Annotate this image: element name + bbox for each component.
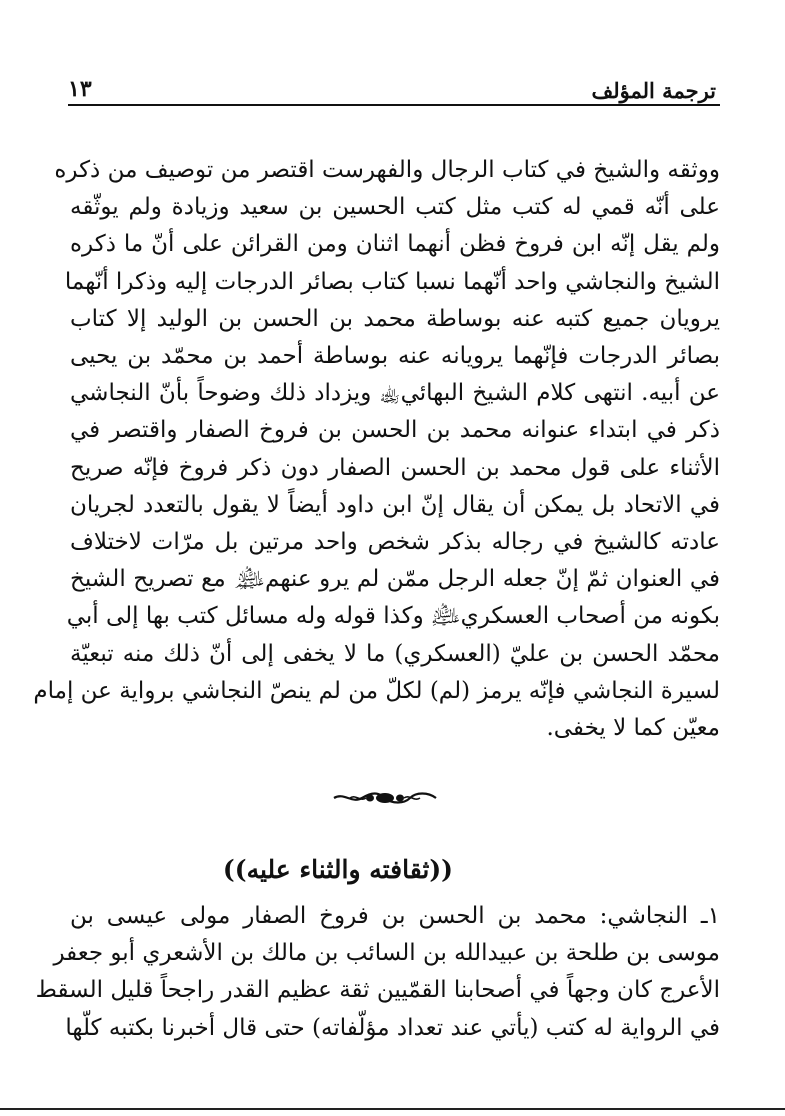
running-title: ترجمة المؤلف: [591, 78, 716, 103]
text-line: لسيرة النجاشي فإنّه يرمز (لم) لكلّ من لم ينصّ النجاشي برواية عن إمام: [33, 677, 720, 704]
text-line: في الرواية له كتب (يأتي عند تعداد مؤلّفاته) حتى قال أخبرنا بكتبه كلّها: [65, 1014, 720, 1041]
bottom-edge-rule: [0, 1108, 785, 1110]
text-line: ١ـ النجاشي: محمد بن الحسن بن فروخ الصفار مولى عيسى بن: [70, 903, 720, 929]
text-line: ووثقه والشيخ في كتاب الرجال والفهرست اقتصر من توصيف من ذكره: [54, 157, 720, 183]
text-line: يرويان جميع كتبه عنه بوساطة محمد بن الحسن بن الوليد إلا كتاب: [70, 305, 720, 332]
text-line: ولم يقل إنّه ابن فروخ فظن أنهما اثنان ومن القرائن على أنّ ما ذكره: [70, 231, 720, 258]
text-line: الشيخ والنجاشي واحد أنّهما نسبا كتاب بصائر الدرجات إليه وذكرا أنّهما: [64, 268, 720, 295]
text-line: ذكر في ابتداء عنوانه محمد بن الحسن بن فروخ الصفار واقتصر في: [70, 417, 720, 444]
ornamental-divider-icon: [330, 788, 440, 808]
text-line: محمّد الحسن بن عليّ (العسكري) ما لا يخفى إلى أنّ ذلك منه تبعيّة: [70, 640, 720, 667]
page-number: ١٣: [68, 76, 92, 102]
header-rule: [68, 104, 720, 106]
text-line: الأعرج كان وجهاً في أصحابنا القمّيين ثقة عظيم القدر راجحاً قليل السقط: [35, 977, 720, 1004]
text-line: في العنوان ثمّ إنّ جعله الرجل ممّن لم يرو عنهم﵈ مع تصريح الشيخ: [70, 566, 720, 593]
text-line: معيّن كما لا يخفى.: [546, 715, 720, 742]
body-paragraph-2: [35, 898, 720, 1047]
page-header: [68, 76, 716, 104]
text-line: بصائر الدرجات فإنّهما يرويانه عنه بوساطة أحمد بن محمّد بن يحيى: [70, 343, 720, 370]
text-line: عادته كالشيخ في رجاله بذكر شخص واحد مرتين بل مرّات لاختلاف: [70, 529, 720, 556]
text-line: عن أبيه. انتهى كلام الشيخ البهائي﵀ ويزداد ذلك وضوحاً بأنّ النجاشي: [70, 380, 720, 407]
text-line: موسى بن طلحة بن عبيدالله بن السائب بن مالك بن الأشعري أبو جعفر: [53, 940, 720, 967]
body-paragraph-1: [33, 152, 720, 747]
section-heading: ((ثقافته والثناء عليه)): [222, 855, 453, 884]
text-line: الأثناء على قول محمد بن الحسن الصفار دون ذكر فروخ فإنّه صريح: [70, 454, 720, 481]
text-line: في الاتحاد بل يمكن أن يقال إنّ ابن داود أيضاً لا يقول بالتعدد لجريان: [70, 491, 720, 518]
text-line: على أنّه قمي له كتب مثل كتب الحسين بن سعيد وزيادة ولم يوثّقه: [70, 194, 720, 221]
text-line: بكونه من أصحاب العسكري﵇ وكذا قوله وله مسائل كتب بها إلى أبي: [66, 603, 720, 630]
